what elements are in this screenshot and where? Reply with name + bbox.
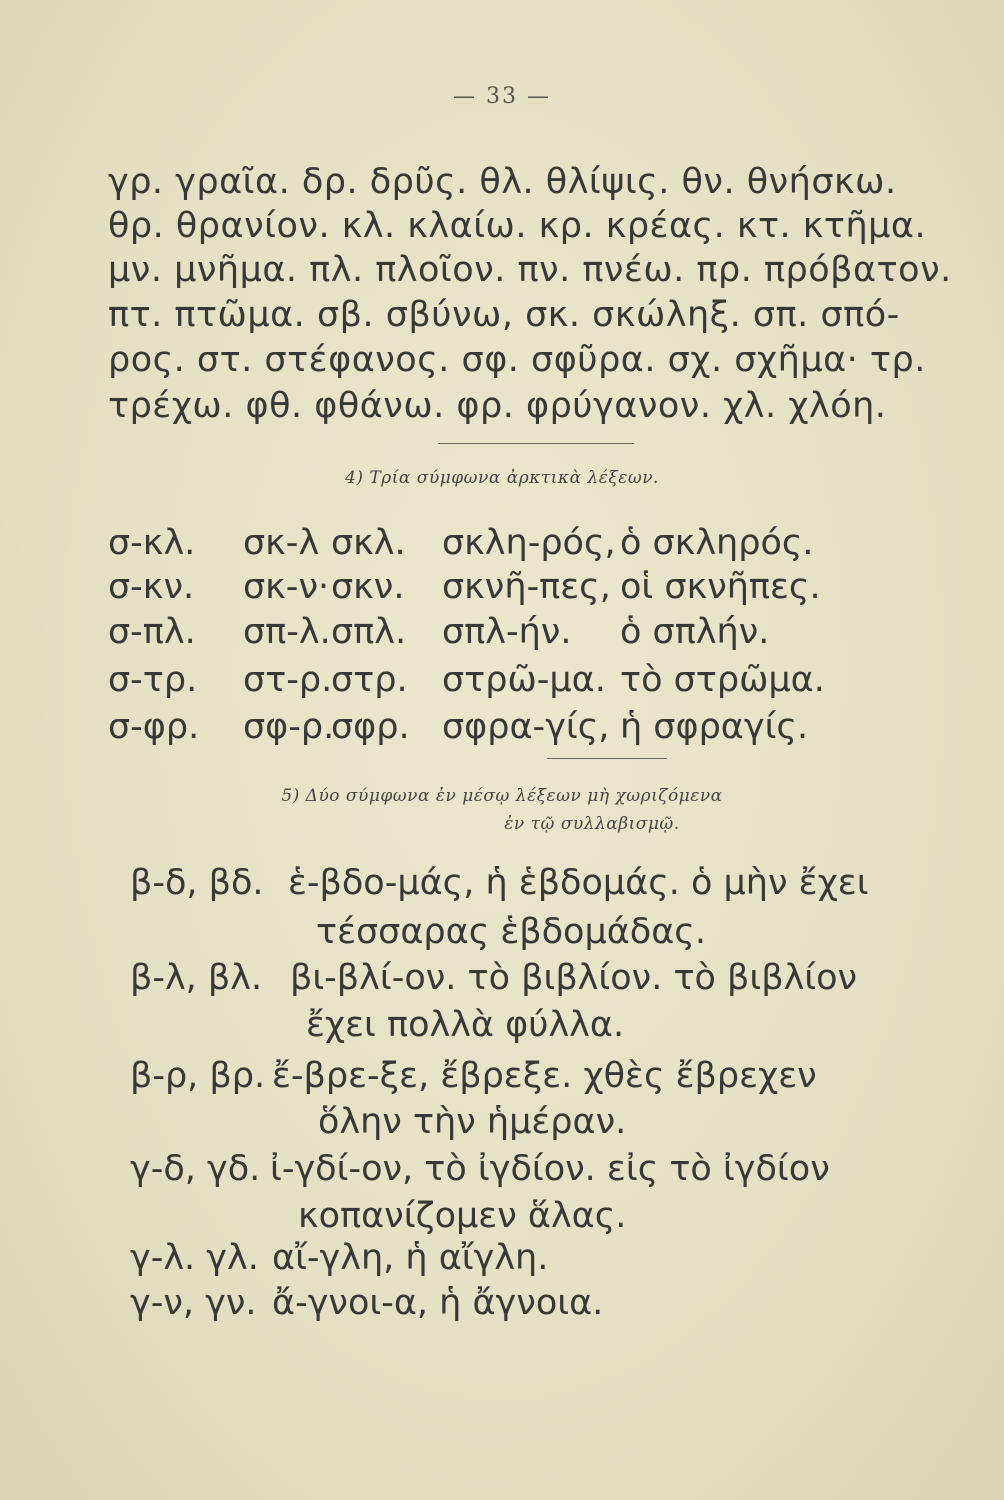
cell-split: σπ-λ. <box>243 612 331 652</box>
example-text: ἔχει πολλὰ φύλλα. <box>306 1005 625 1045</box>
example-text: ἔ-βρε-ξε, ἔβρεξε. χθὲς ἔβρεχεν <box>272 1056 817 1096</box>
section-3-line: τρέχω. φθ. φθάνω. φρ. φρύγανον. χλ. χλόη. <box>108 386 887 426</box>
cell-cluster: σπλ. <box>331 612 407 652</box>
section-3-line: γρ. γραῖα. δρ. δρῦς. θλ. θλίψις. θν. θνήσκω. <box>108 162 897 202</box>
cell-cluster: σφρ. <box>331 707 410 747</box>
cluster-label: β-ρ, βρ. <box>130 1056 266 1096</box>
cluster-label: β-δ, βδ. <box>130 863 264 903</box>
cell-consonants: σ-τρ. <box>108 660 198 700</box>
cell-cluster: σκν. <box>331 567 405 607</box>
cell-word: ἡ σφραγίς. <box>620 707 809 747</box>
section-3-line: μν. μνῆμα. πλ. πλοῖον. πν. πνέω. πρ. πρόβατον. <box>108 250 952 290</box>
table-row <box>0 523 1004 567</box>
cluster-label: β-λ, βλ. <box>130 958 263 998</box>
section-4-caption: 4) Τρία σύμφωνα ἀρκτικὰ λέξεων. <box>345 468 659 488</box>
cell-cluster: σκλ. <box>331 523 406 563</box>
cell-word: ὁ σπλήν. <box>620 612 770 652</box>
cell-syllabified: σκλη-ρός, <box>442 523 616 563</box>
cell-word: τὸ στρῶμα. <box>620 660 825 700</box>
table-row <box>0 612 1004 656</box>
cell-consonants: σ-φρ. <box>108 707 200 747</box>
page-number: — 33 — <box>453 84 551 109</box>
example-text: κοπανίζομεν ἅλας. <box>298 1196 627 1236</box>
example-text: ὅλην τὴν ἡμέραν. <box>318 1102 627 1142</box>
example-text: αἴ-γλη, ἡ αἴγλη. <box>272 1238 549 1278</box>
example-text: ἰ-γδί-ον, τὸ ἰγδίον. εἰς τὸ ἰγδίον <box>270 1149 830 1189</box>
section-3-line: πτ. πτῶμα. σβ. σβύνω, σκ. σκώληξ. σπ. σπό- <box>108 295 900 335</box>
divider-rule <box>438 443 634 444</box>
example-text: βι-βλί-ον. τὸ βιβλίον. τὸ βιβλίον <box>290 958 858 998</box>
table-row <box>0 660 1004 704</box>
cell-word: οἱ σκνῆπες. <box>620 567 821 607</box>
example-text: ἑ-βδο-μάς, ἡ ἑβδομάς. ὁ μὴν ἔχει <box>288 863 869 903</box>
cell-consonants: σ-κν. <box>108 567 195 607</box>
cell-syllabified: σκνῆ-πες, <box>442 567 611 607</box>
table-row <box>0 567 1004 611</box>
cell-split: σκ-ν· <box>243 567 330 607</box>
section-5-caption: 5) Δύο σύμφωνα ἐν μέσῳ λέξεων μὴ χωριζόμενα <box>281 786 723 806</box>
cluster-label: γ-λ. γλ. <box>130 1238 259 1278</box>
cluster-label: γ-ν, γν. <box>130 1283 257 1323</box>
cell-split: σκ-λ <box>243 523 320 563</box>
divider-rule <box>547 758 667 759</box>
cell-syllabified: στρῶ-μα. <box>442 660 606 700</box>
cell-consonants: σ-πλ. <box>108 612 196 652</box>
cell-consonants: σ-κλ. <box>108 523 196 563</box>
example-text: τέσσαρας ἑβδομάδας. <box>316 912 706 952</box>
cell-cluster: στρ. <box>331 660 408 700</box>
example-text: ἄ-γνοι-α, ἡ ἄγνοια. <box>272 1283 604 1323</box>
section-5-caption-continued: ἐν τῷ συλλαβισμῷ. <box>504 814 680 834</box>
cell-syllabified: σφρα-γίς, <box>442 707 610 747</box>
cell-word: ὁ σκληρός. <box>620 523 814 563</box>
section-3-line: θρ. θρανίον. κλ. κλαίω. κρ. κρέας. κτ. κτῆμα. <box>108 206 927 246</box>
cluster-label: γ-δ, γδ. <box>130 1149 261 1189</box>
section-3-line: ρος. στ. στέφανος. σφ. σφῦρα. σχ. σχῆμα· τρ. <box>108 340 926 380</box>
cell-split: σφ-ρ. <box>243 707 335 747</box>
cell-split: στ-ρ. <box>243 660 333 700</box>
table-row <box>0 707 1004 751</box>
cell-syllabified: σπλ-ήν. <box>442 612 572 652</box>
